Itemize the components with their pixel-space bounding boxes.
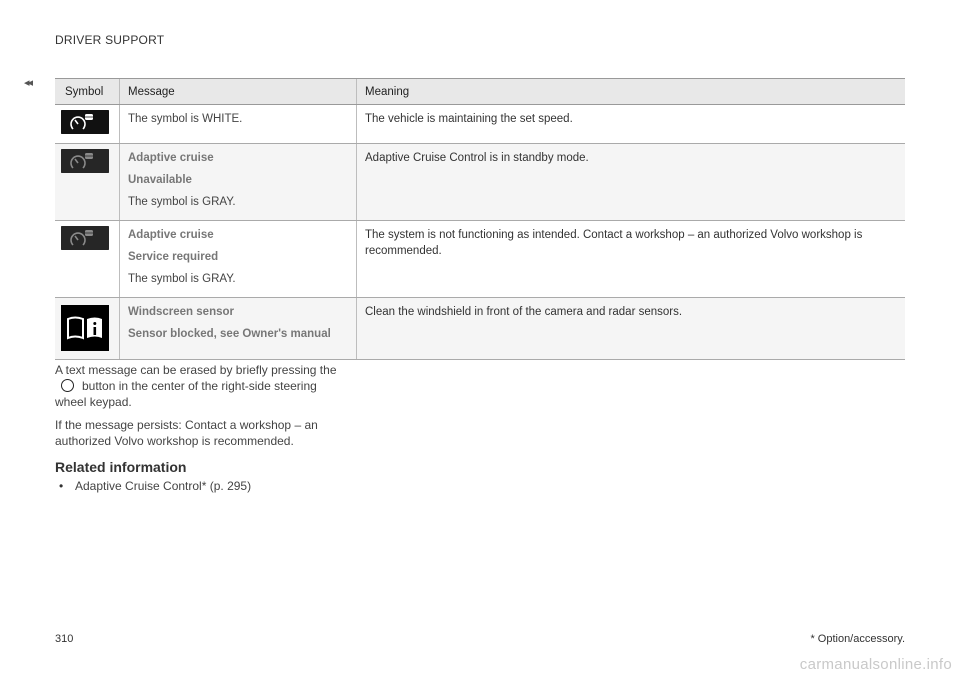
- message-cell: [120, 105, 357, 144]
- owners-manual-info-icon: [61, 305, 109, 351]
- persistent-message-paragraph: If the message persists: Contact a workshop – an authorized Volvo workshop is recommended.: [55, 418, 318, 448]
- steering-wheel-button-icon: [61, 379, 74, 392]
- message-cell: [120, 144, 357, 221]
- continued-from-previous-page-icon: ◂◂: [24, 77, 32, 89]
- table-header-row: [55, 79, 905, 105]
- symbol-cell: [55, 105, 120, 144]
- message-text: The symbol is GRAY.: [128, 196, 236, 208]
- table-row: [55, 144, 905, 221]
- related-link-adaptive-cruise-control[interactable]: • Adaptive Cruise Control* (p. 295): [55, 478, 251, 494]
- message-subtitle: Unavailable: [128, 174, 192, 186]
- meaning-cell: Clean the windshield in front of the camera and radar sensors.: [357, 298, 906, 360]
- adaptive-cruise-gray-icon: [61, 149, 109, 173]
- adaptive-cruise-gray-icon: [61, 226, 109, 250]
- message-text: The symbol is WHITE.: [128, 113, 243, 125]
- option-accessory-footnote: * Option/accessory.: [810, 633, 905, 645]
- table-row: [55, 221, 905, 298]
- column-header-message: Message: [120, 79, 357, 105]
- meaning-cell: Adaptive Cruise Control is in standby mode.: [357, 144, 906, 221]
- page-number: 310: [55, 633, 74, 645]
- message-text: The symbol is GRAY.: [128, 273, 236, 285]
- message-cell: [120, 221, 357, 298]
- meaning-cell: The system is not functioning as intended. Contact a workshop – an authorized Volvo workshop is recommended.: [357, 221, 906, 298]
- message-title: Adaptive cruise: [128, 229, 214, 241]
- symbol-cell: [55, 298, 120, 360]
- paragraph-text-end: button in the center of the right-side steering wheel keypad.: [55, 379, 317, 409]
- related-information-list: [55, 478, 251, 494]
- message-title: Adaptive cruise: [128, 152, 214, 164]
- section-title: DRIVER SUPPORT: [55, 33, 165, 47]
- symbol-cell: [55, 144, 120, 221]
- erase-message-paragraph: [55, 362, 340, 410]
- meaning-cell: The vehicle is maintaining the set speed.: [357, 105, 906, 144]
- symbol-message-table: [55, 78, 905, 360]
- paragraph-text-start: A text message can be erased by briefly pressing the: [55, 363, 337, 377]
- message-cell: [120, 298, 357, 360]
- message-subtitle: Service required: [128, 251, 219, 263]
- table-row: [55, 105, 905, 144]
- adaptive-cruise-white-icon: [61, 110, 109, 134]
- symbol-cell: [55, 221, 120, 298]
- column-header-meaning: Meaning: [357, 79, 906, 105]
- watermark: carmanualsonline.info: [799, 656, 952, 673]
- message-subtitle: Sensor blocked, see Owner's manual: [128, 328, 331, 340]
- column-header-symbol: Symbol: [55, 79, 120, 105]
- related-information-heading: Related information: [55, 459, 187, 475]
- message-title: Windscreen sensor: [128, 306, 234, 318]
- table-row: [55, 298, 905, 360]
